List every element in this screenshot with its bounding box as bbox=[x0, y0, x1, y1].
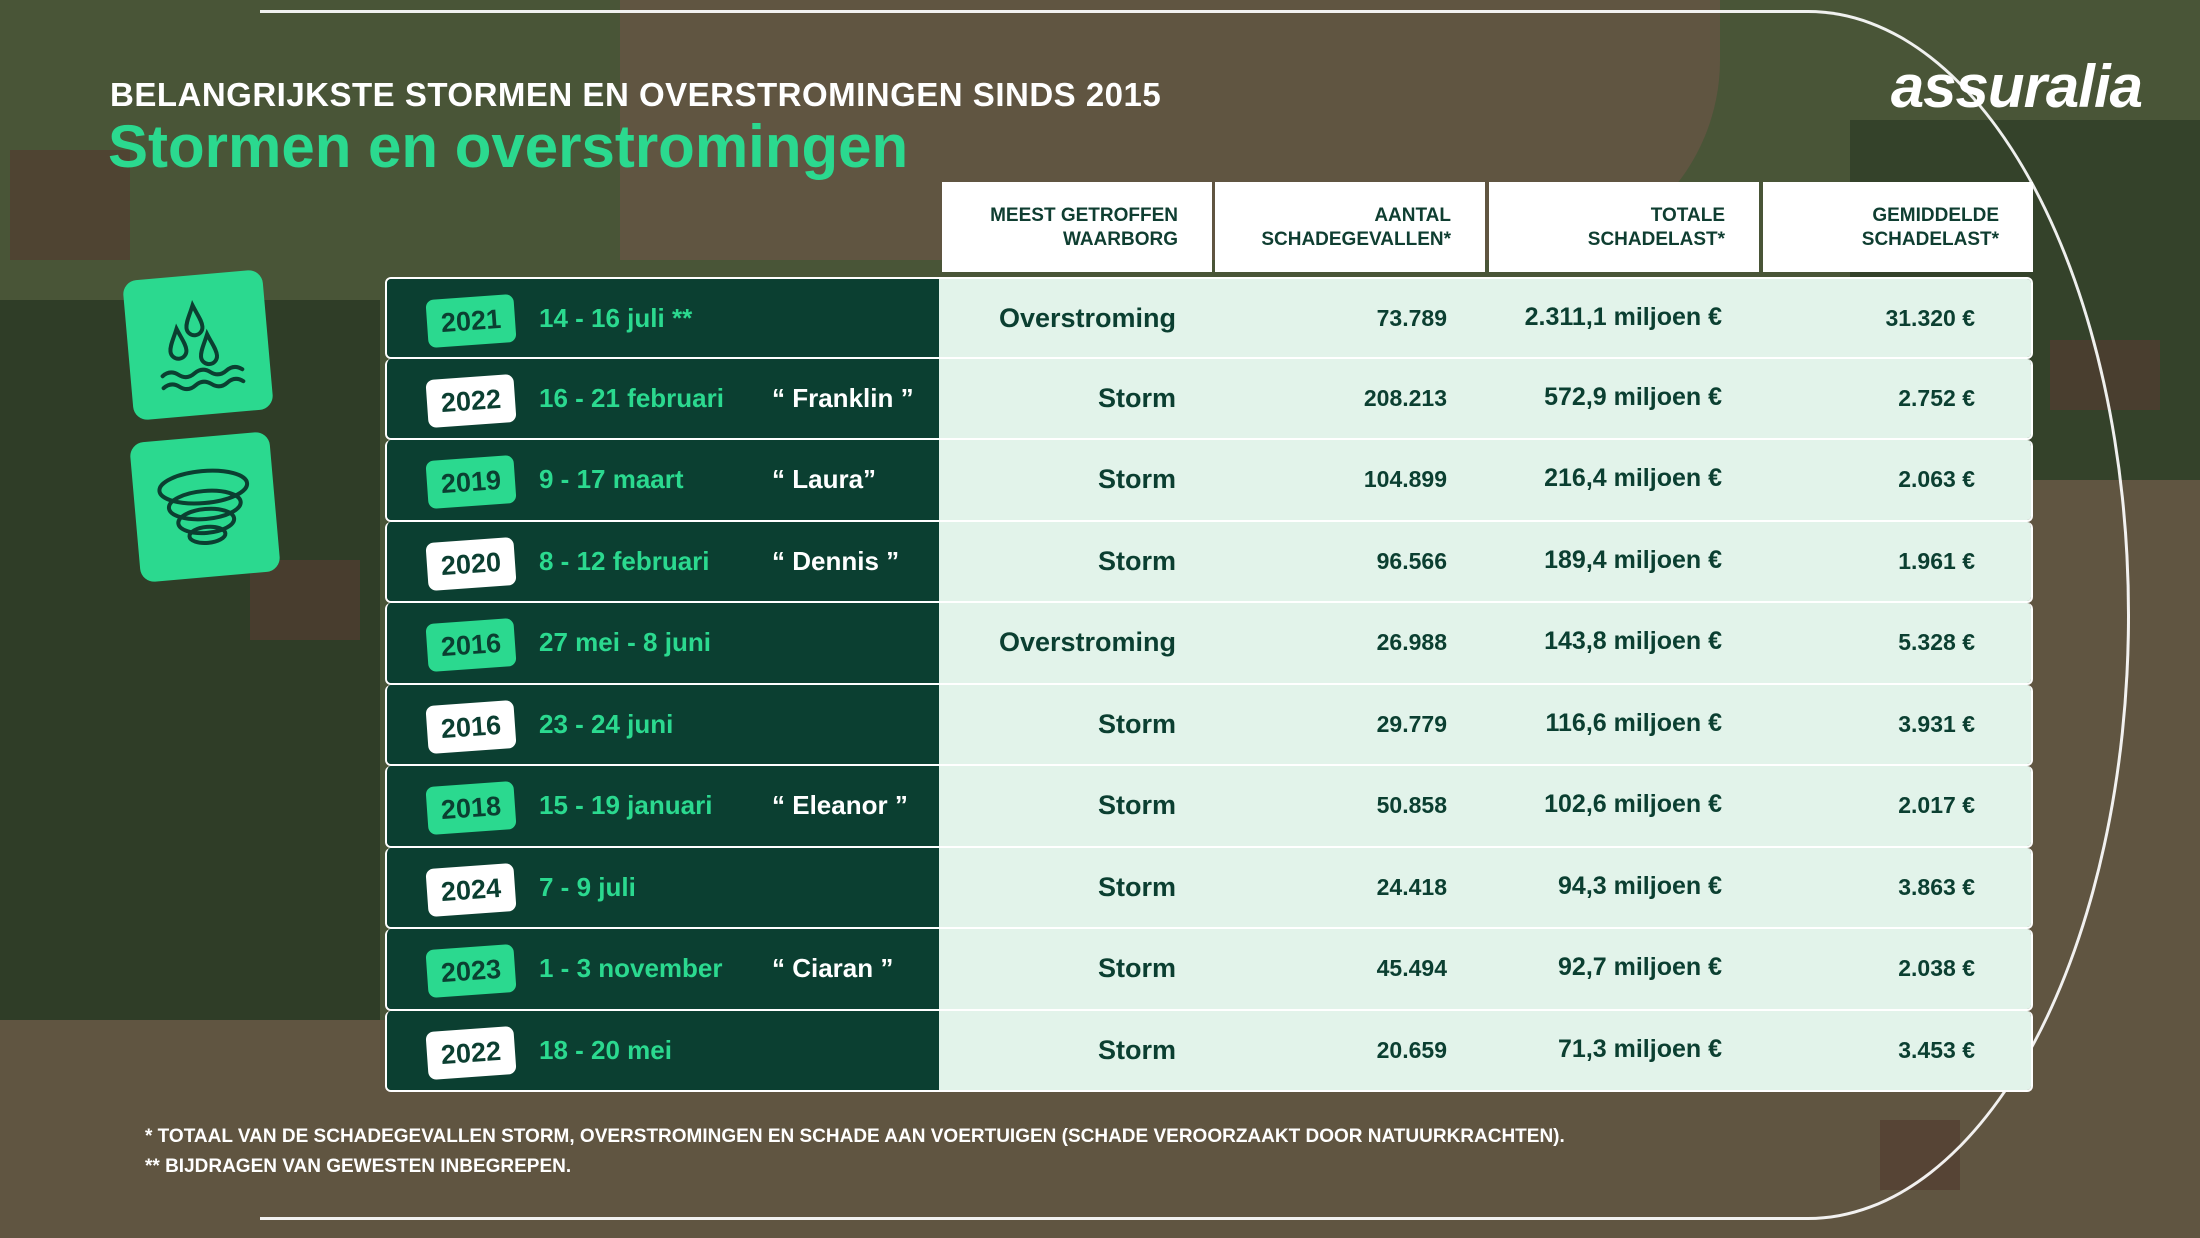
aantal-value: 29.779 bbox=[1376, 710, 1447, 737]
event-cell bbox=[387, 440, 939, 520]
waarborg-value: Storm bbox=[1097, 708, 1176, 739]
event-dates: 9 - 17 maart bbox=[539, 464, 684, 494]
water-drops-waves-icon bbox=[122, 269, 274, 421]
year-badge: 2018 bbox=[425, 781, 516, 835]
totale-value: 102,6 miljoen € bbox=[1544, 790, 1722, 818]
page-title: Stormen en overstromingen bbox=[108, 113, 909, 180]
storm-name: “ Ciaran ” bbox=[772, 953, 894, 983]
table-row bbox=[385, 929, 2033, 1011]
event-dates: 16 - 21 februari bbox=[539, 382, 724, 413]
year-badge: 2019 bbox=[425, 455, 516, 509]
gemiddelde-value: 2.017 € bbox=[1898, 792, 1975, 818]
event-cell bbox=[387, 359, 939, 439]
values-cell bbox=[939, 603, 2031, 683]
event-cell bbox=[387, 1011, 939, 1091]
totale-value: 92,7 miljoen € bbox=[1558, 953, 1722, 981]
waarborg-value: Storm bbox=[1097, 790, 1176, 820]
gemiddelde-value: 3.863 € bbox=[1898, 873, 1975, 900]
totale-value: 116,6 miljoen € bbox=[1545, 708, 1722, 737]
totale-value: 572,9 miljoen € bbox=[1544, 382, 1722, 411]
table-row bbox=[385, 848, 2033, 930]
event-dates: 1 - 3 november bbox=[539, 953, 723, 983]
gemiddelde-value: 5.328 € bbox=[1898, 629, 1975, 655]
aantal-value: 26.988 bbox=[1376, 629, 1447, 655]
table-row bbox=[385, 603, 2033, 685]
aantal-value: 96.566 bbox=[1376, 547, 1447, 574]
totale-value: 216,4 miljoen € bbox=[1544, 464, 1722, 492]
waarborg-value: Storm bbox=[1097, 1034, 1176, 1065]
aantal-value: 45.494 bbox=[1376, 955, 1447, 981]
waarborg-value: Storm bbox=[1097, 464, 1176, 494]
footnote-2: ** BIJDRAGEN VAN GEWESTEN INBEGREPEN. bbox=[145, 1156, 572, 1177]
event-dates: 27 mei - 8 juni bbox=[539, 627, 711, 657]
event-dates: 8 - 12 februari bbox=[539, 545, 710, 576]
waarborg-value: Storm bbox=[1097, 871, 1176, 902]
waarborg-value: Storm bbox=[1097, 953, 1176, 983]
values-cell bbox=[939, 766, 2031, 846]
table-row bbox=[385, 277, 2033, 359]
gemiddelde-value: 3.453 € bbox=[1898, 1036, 1975, 1063]
gemiddelde-value: 1.961 € bbox=[1898, 547, 1975, 574]
footnote-1: * TOTAAL VAN DE SCHADEGEVALLEN STORM, OVERSTROMINGEN EN SCHADE AAN VOERTUIGEN (SCHADE VEROORZAAKT DOOR NATUURKRACHTEN). bbox=[145, 1126, 1565, 1147]
event-cell bbox=[387, 685, 939, 765]
header-totale: TOTALE SCHADELAST* bbox=[1489, 182, 1759, 272]
table-row bbox=[385, 359, 2033, 441]
header-waarborg: MEEST GETROFFEN WAARBORG bbox=[942, 182, 1212, 272]
event-cell bbox=[387, 279, 939, 357]
totale-value: 2.311,1 miljoen € bbox=[1524, 303, 1722, 331]
values-cell bbox=[939, 685, 2031, 765]
values-cell bbox=[939, 359, 2031, 439]
values-cell bbox=[939, 522, 2031, 602]
aantal-value: 24.418 bbox=[1376, 873, 1447, 900]
totale-value: 71,3 miljoen € bbox=[1558, 1034, 1722, 1063]
event-dates: 7 - 9 juli bbox=[539, 871, 636, 902]
table-row bbox=[385, 522, 2033, 604]
event-dates: 23 - 24 juni bbox=[539, 708, 674, 739]
year-badge: 2016 bbox=[425, 618, 516, 672]
waarborg-value: Overstroming bbox=[998, 627, 1176, 657]
event-cell bbox=[387, 929, 939, 1009]
storm-swirl-icon bbox=[129, 431, 281, 583]
aantal-value: 50.858 bbox=[1376, 792, 1447, 818]
gemiddelde-value: 31.320 € bbox=[1885, 305, 1975, 331]
year-badge: 2024 bbox=[425, 862, 516, 916]
year-badge: 2020 bbox=[425, 536, 516, 590]
aantal-value: 104.899 bbox=[1363, 466, 1447, 492]
event-cell bbox=[387, 848, 939, 928]
values-cell bbox=[939, 279, 2031, 357]
aantal-value: 73.789 bbox=[1376, 305, 1447, 331]
event-dates: 15 - 19 januari bbox=[539, 790, 713, 820]
storm-name: “ Franklin ” bbox=[772, 382, 914, 413]
waarborg-value: Storm bbox=[1097, 545, 1176, 576]
storms-table bbox=[385, 277, 2033, 1092]
totale-value: 143,8 miljoen € bbox=[1544, 627, 1722, 655]
table-row bbox=[385, 1011, 2033, 1093]
header-gemiddelde: GEMIDDELDE SCHADELAST* bbox=[1763, 182, 2033, 272]
waarborg-value: Overstroming bbox=[998, 303, 1176, 333]
table-row bbox=[385, 766, 2033, 848]
gemiddelde-value: 2.063 € bbox=[1898, 466, 1975, 492]
totale-value: 94,3 miljoen € bbox=[1558, 871, 1722, 900]
values-cell bbox=[939, 1011, 2031, 1091]
waarborg-value: Storm bbox=[1097, 382, 1176, 413]
year-badge: 2016 bbox=[425, 699, 516, 753]
values-cell bbox=[939, 848, 2031, 928]
assuralia-logo: assuralia bbox=[1890, 53, 2142, 120]
year-badge: 2021 bbox=[425, 294, 516, 348]
event-cell bbox=[387, 603, 939, 683]
gemiddelde-value: 2.038 € bbox=[1898, 955, 1975, 981]
event-dates: 18 - 20 mei bbox=[539, 1034, 672, 1065]
table-row bbox=[385, 440, 2033, 522]
storm-name: “ Eleanor ” bbox=[772, 790, 908, 820]
year-badge: 2023 bbox=[425, 944, 516, 998]
header-aantal: AANTAL SCHADEGEVALLEN* bbox=[1215, 182, 1485, 272]
event-dates: 14 - 16 juli ** bbox=[539, 303, 693, 333]
year-badge: 2022 bbox=[425, 1025, 516, 1079]
values-cell bbox=[939, 929, 2031, 1009]
year-badge: 2022 bbox=[425, 373, 516, 427]
event-cell bbox=[387, 522, 939, 602]
gemiddelde-value: 3.931 € bbox=[1898, 710, 1975, 737]
page-subtitle: BELANGRIJKSTE STORMEN EN OVERSTROMINGEN SINDS 2015 bbox=[110, 76, 1162, 113]
storm-name: “ Laura” bbox=[772, 464, 877, 494]
aantal-value: 20.659 bbox=[1376, 1036, 1447, 1063]
storm-name: “ Dennis ” bbox=[772, 545, 900, 576]
event-cell bbox=[387, 766, 939, 846]
table-row bbox=[385, 685, 2033, 767]
totale-value: 189,4 miljoen € bbox=[1544, 545, 1722, 574]
aantal-value: 208.213 bbox=[1363, 384, 1447, 411]
gemiddelde-value: 2.752 € bbox=[1898, 384, 1975, 411]
values-cell bbox=[939, 440, 2031, 520]
